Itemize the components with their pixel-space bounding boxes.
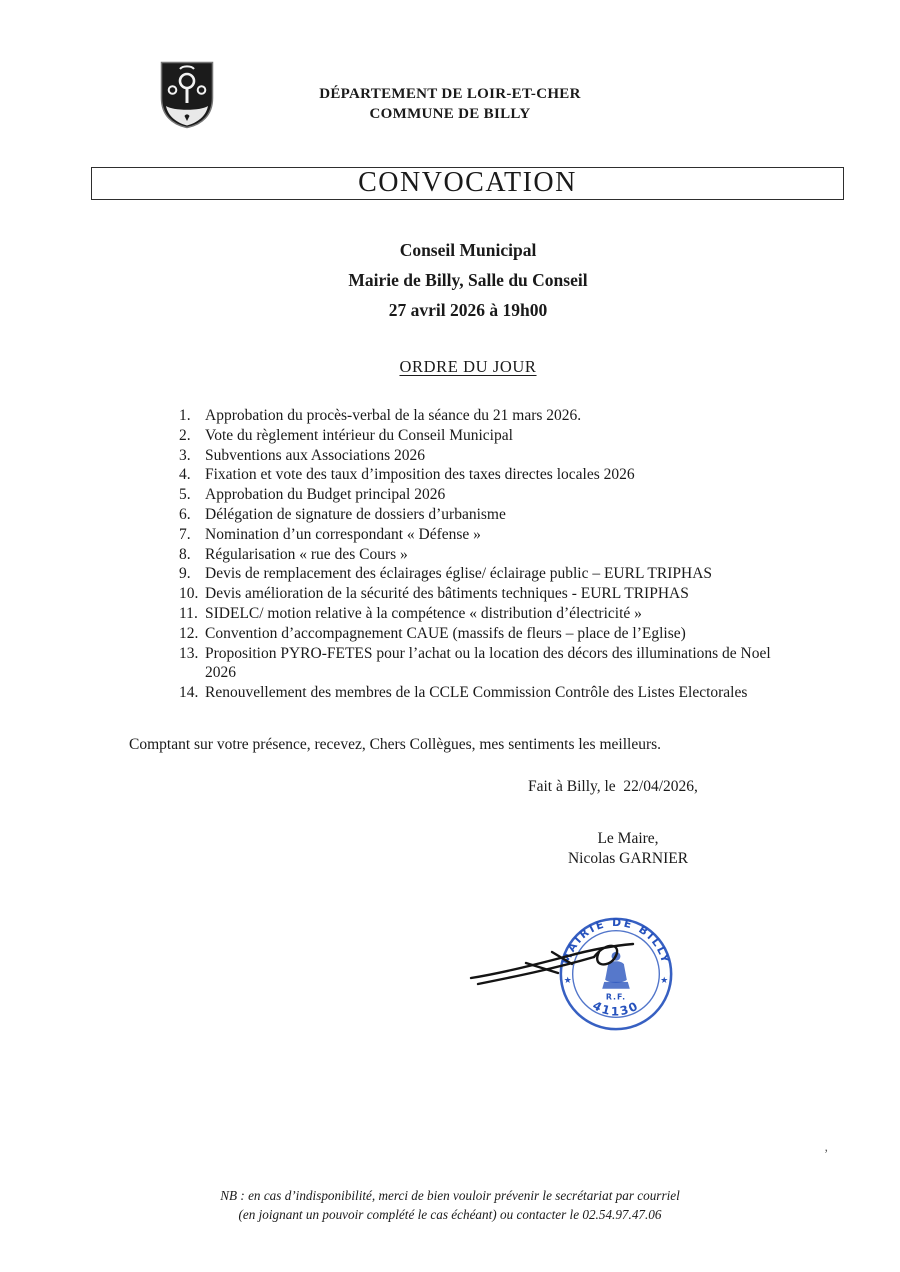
department-name: DÉPARTEMENT DE LOIR-ET-CHER [319, 86, 581, 102]
convocation-title-box [91, 167, 844, 200]
agenda-item-1: Approbation du procès-verbal de la séance du 21 mars 2026. [205, 407, 582, 424]
footer-note-line2: (en joignant un pouvoir complété le cas échéant) ou contacter le 02.54.97.47.06 [238, 1207, 662, 1222]
signature-block [538, 829, 718, 869]
stray-scan-mark: ’ [824, 1146, 829, 1161]
meeting-location: Mairie de Billy, Salle du Conseil [348, 270, 588, 290]
stamp-star-right-icon: ★ [660, 975, 669, 986]
agenda-item-10: Devis amélioration de la sécurité des bâtiments techniques - EURL TRIPHAS [205, 585, 689, 603]
footer-note [0, 1186, 900, 1224]
agenda-item-3: Subventions aux Associations 2026 [205, 446, 426, 464]
agenda-item-12: Convention d’accompagnement CAUE (massifs de fleurs – place de l’Eglise) [205, 624, 686, 642]
commune-name: COMMUNE DE BILLY [369, 106, 531, 122]
agenda-item-6: Délégation de signature de dossiers d’urbanisme [205, 505, 506, 523]
stamp-postal-code: 41130 [590, 998, 642, 1019]
signatory-title: Le Maire, [597, 830, 659, 847]
stamp-commune-text: MAIRIE DE BILLY [559, 915, 673, 966]
meeting-details [36, 241, 900, 331]
signatory-name: Nicolas GARNIER [567, 850, 689, 867]
meeting-datetime: 27 avril 2026 à 19h00 [388, 300, 548, 320]
agenda-item-8: Régularisation « rue des Cours » [205, 545, 408, 563]
agenda-list [179, 406, 839, 703]
document-header [0, 84, 900, 124]
agenda-item-13: Proposition PYRO-FETES pour l’achat ou la location des décors des illuminations de Noel 2026 [205, 644, 771, 682]
agenda-item-2: Vote du règlement intérieur du Conseil Municipal [205, 426, 513, 444]
agenda-item-5: Approbation du Budget principal 2026 [205, 486, 446, 504]
agenda-heading: ORDRE DU JOUR [399, 357, 537, 376]
stamp-rf-text: R.F. [605, 992, 627, 1002]
meeting-body-name: Conseil Municipal [399, 240, 537, 260]
document-title: CONVOCATION [358, 167, 577, 198]
handwritten-signature [468, 933, 638, 991]
agenda-item-4: Fixation et vote des taux d’imposition des taxes directes locales 2026 [205, 466, 635, 484]
stamp-star-left-icon: ★ [563, 975, 572, 986]
agenda-item-9: Devis de remplacement des éclairages église/ éclairage public – EURL TRIPHAS [205, 565, 713, 583]
closing-courtesy: Comptant sur votre présence, recevez, Chers Collègues, mes sentiments les meilleurs. [129, 736, 662, 753]
agenda-item-11: SIDELC/ motion relative à la compétence « distribution d’électricité » [205, 604, 642, 622]
agenda-item-14: Renouvellement des membres de la CCLE Commission Contrôle des Listes Electorales [205, 684, 748, 702]
place-date-line: Fait à Billy, le 22/04/2026, [528, 778, 698, 795]
footer-note-line1: NB : en cas d’indisponibilité, merci de bien vouloir prévenir le secrétariat par courriel [220, 1188, 680, 1203]
agenda-item-7: Nomination d’un correspondant « Défense » [205, 525, 481, 543]
